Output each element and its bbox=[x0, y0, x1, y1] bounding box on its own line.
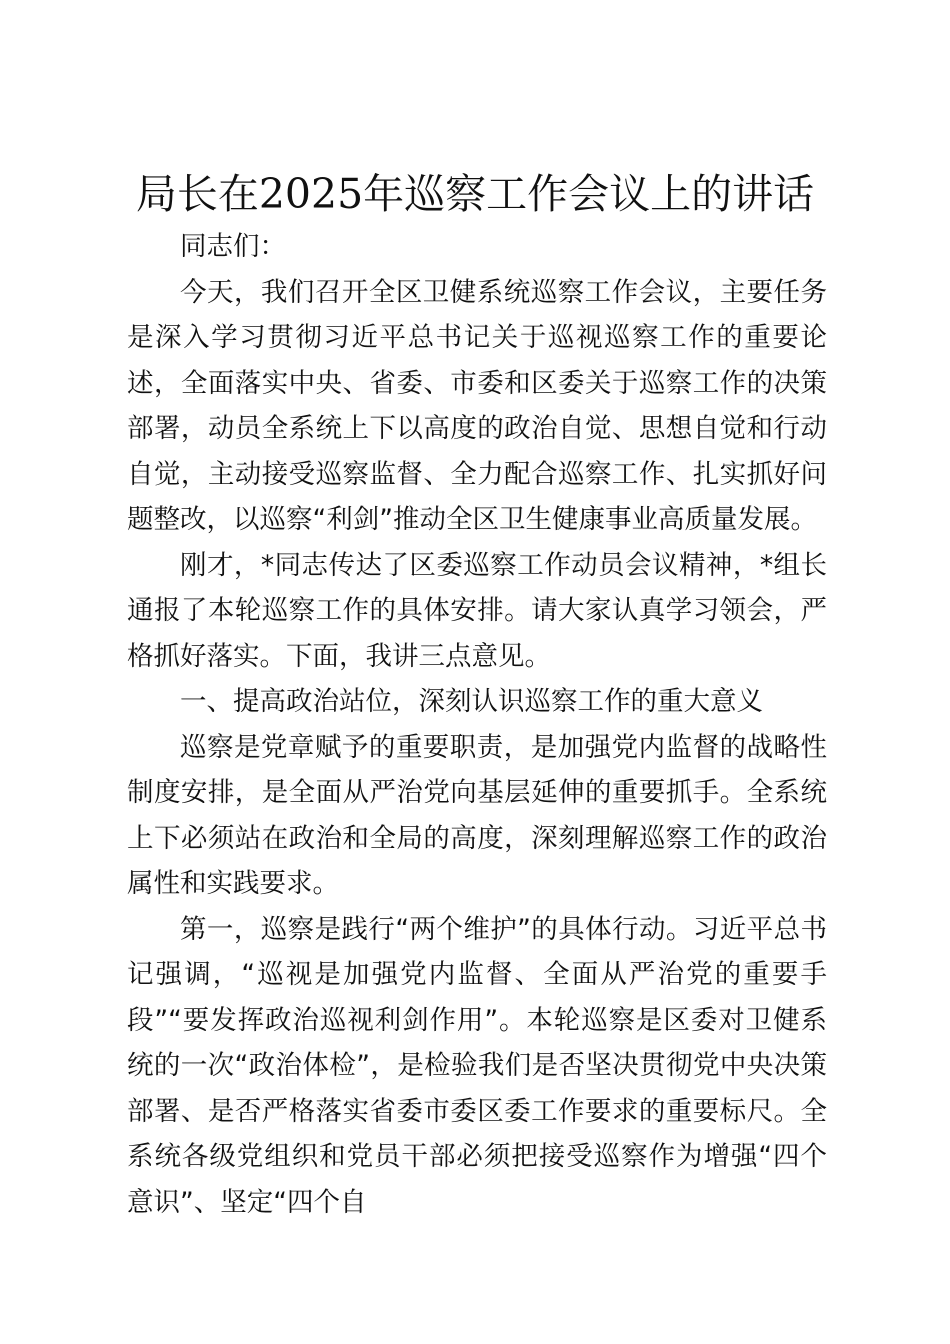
point-one-paragraph: 第一，巡察是践行“两个维护”的具体行动。习近平总书记强调，“巡视是加强党内监督、全面从严治党的重要手段”“要发挥政治巡视利剑作用”。本轮巡察是区委对卫健系统的一次“政治体检”，是检验我们是否坚决贯彻党中央决策部署、是否严格落实省委市委区委工作要求的重要标尺。全系统各级党组织和党员干部必须把接受巡察作为增强“四个意识”、坚定“四个自 bbox=[127, 913, 827, 1218]
agenda-paragraph: 刚才，*同志传达了区委巡察工作动员会议精神，*组长通报了本轮巡察工作的具体安排。请大家认真学习领会，严格抓好落实。下面，我讲三点意见。 bbox=[127, 549, 827, 672]
salutation-paragraph: 同志们： bbox=[180, 231, 286, 262]
intro-paragraph: 今天，我们召开全区卫健系统巡察工作会议，主要任务是深入学习贯彻习近平总书记关于巡视巡察工作的重要论述，全面落实中央、省委、市委和区委关于巡察工作的决策部署，动员全系统上下以高度的政治自觉、思想自觉和行动自觉，主动接受巡察监督、全力配合巡察工作、扎实抓好问题整改，以巡察“利剑”推动全区卫生健康事业高质量发展。 bbox=[127, 276, 827, 535]
document-body bbox=[127, 224, 827, 1225]
section-intro-paragraph: 巡察是党章赋予的重要职责，是加强党内监督的战略性制度安排，是全面从严治党向基层延伸的重要抓手。全系统上下必须站在政治和全局的高度，深刻理解巡察工作的政治属性和实践要求。 bbox=[127, 731, 827, 899]
section-heading: 一、提高政治站位，深刻认识巡察工作的重大意义 bbox=[180, 686, 763, 717]
document-title: 局长在2025年巡察工作会议上的讲话 bbox=[135, 170, 815, 218]
